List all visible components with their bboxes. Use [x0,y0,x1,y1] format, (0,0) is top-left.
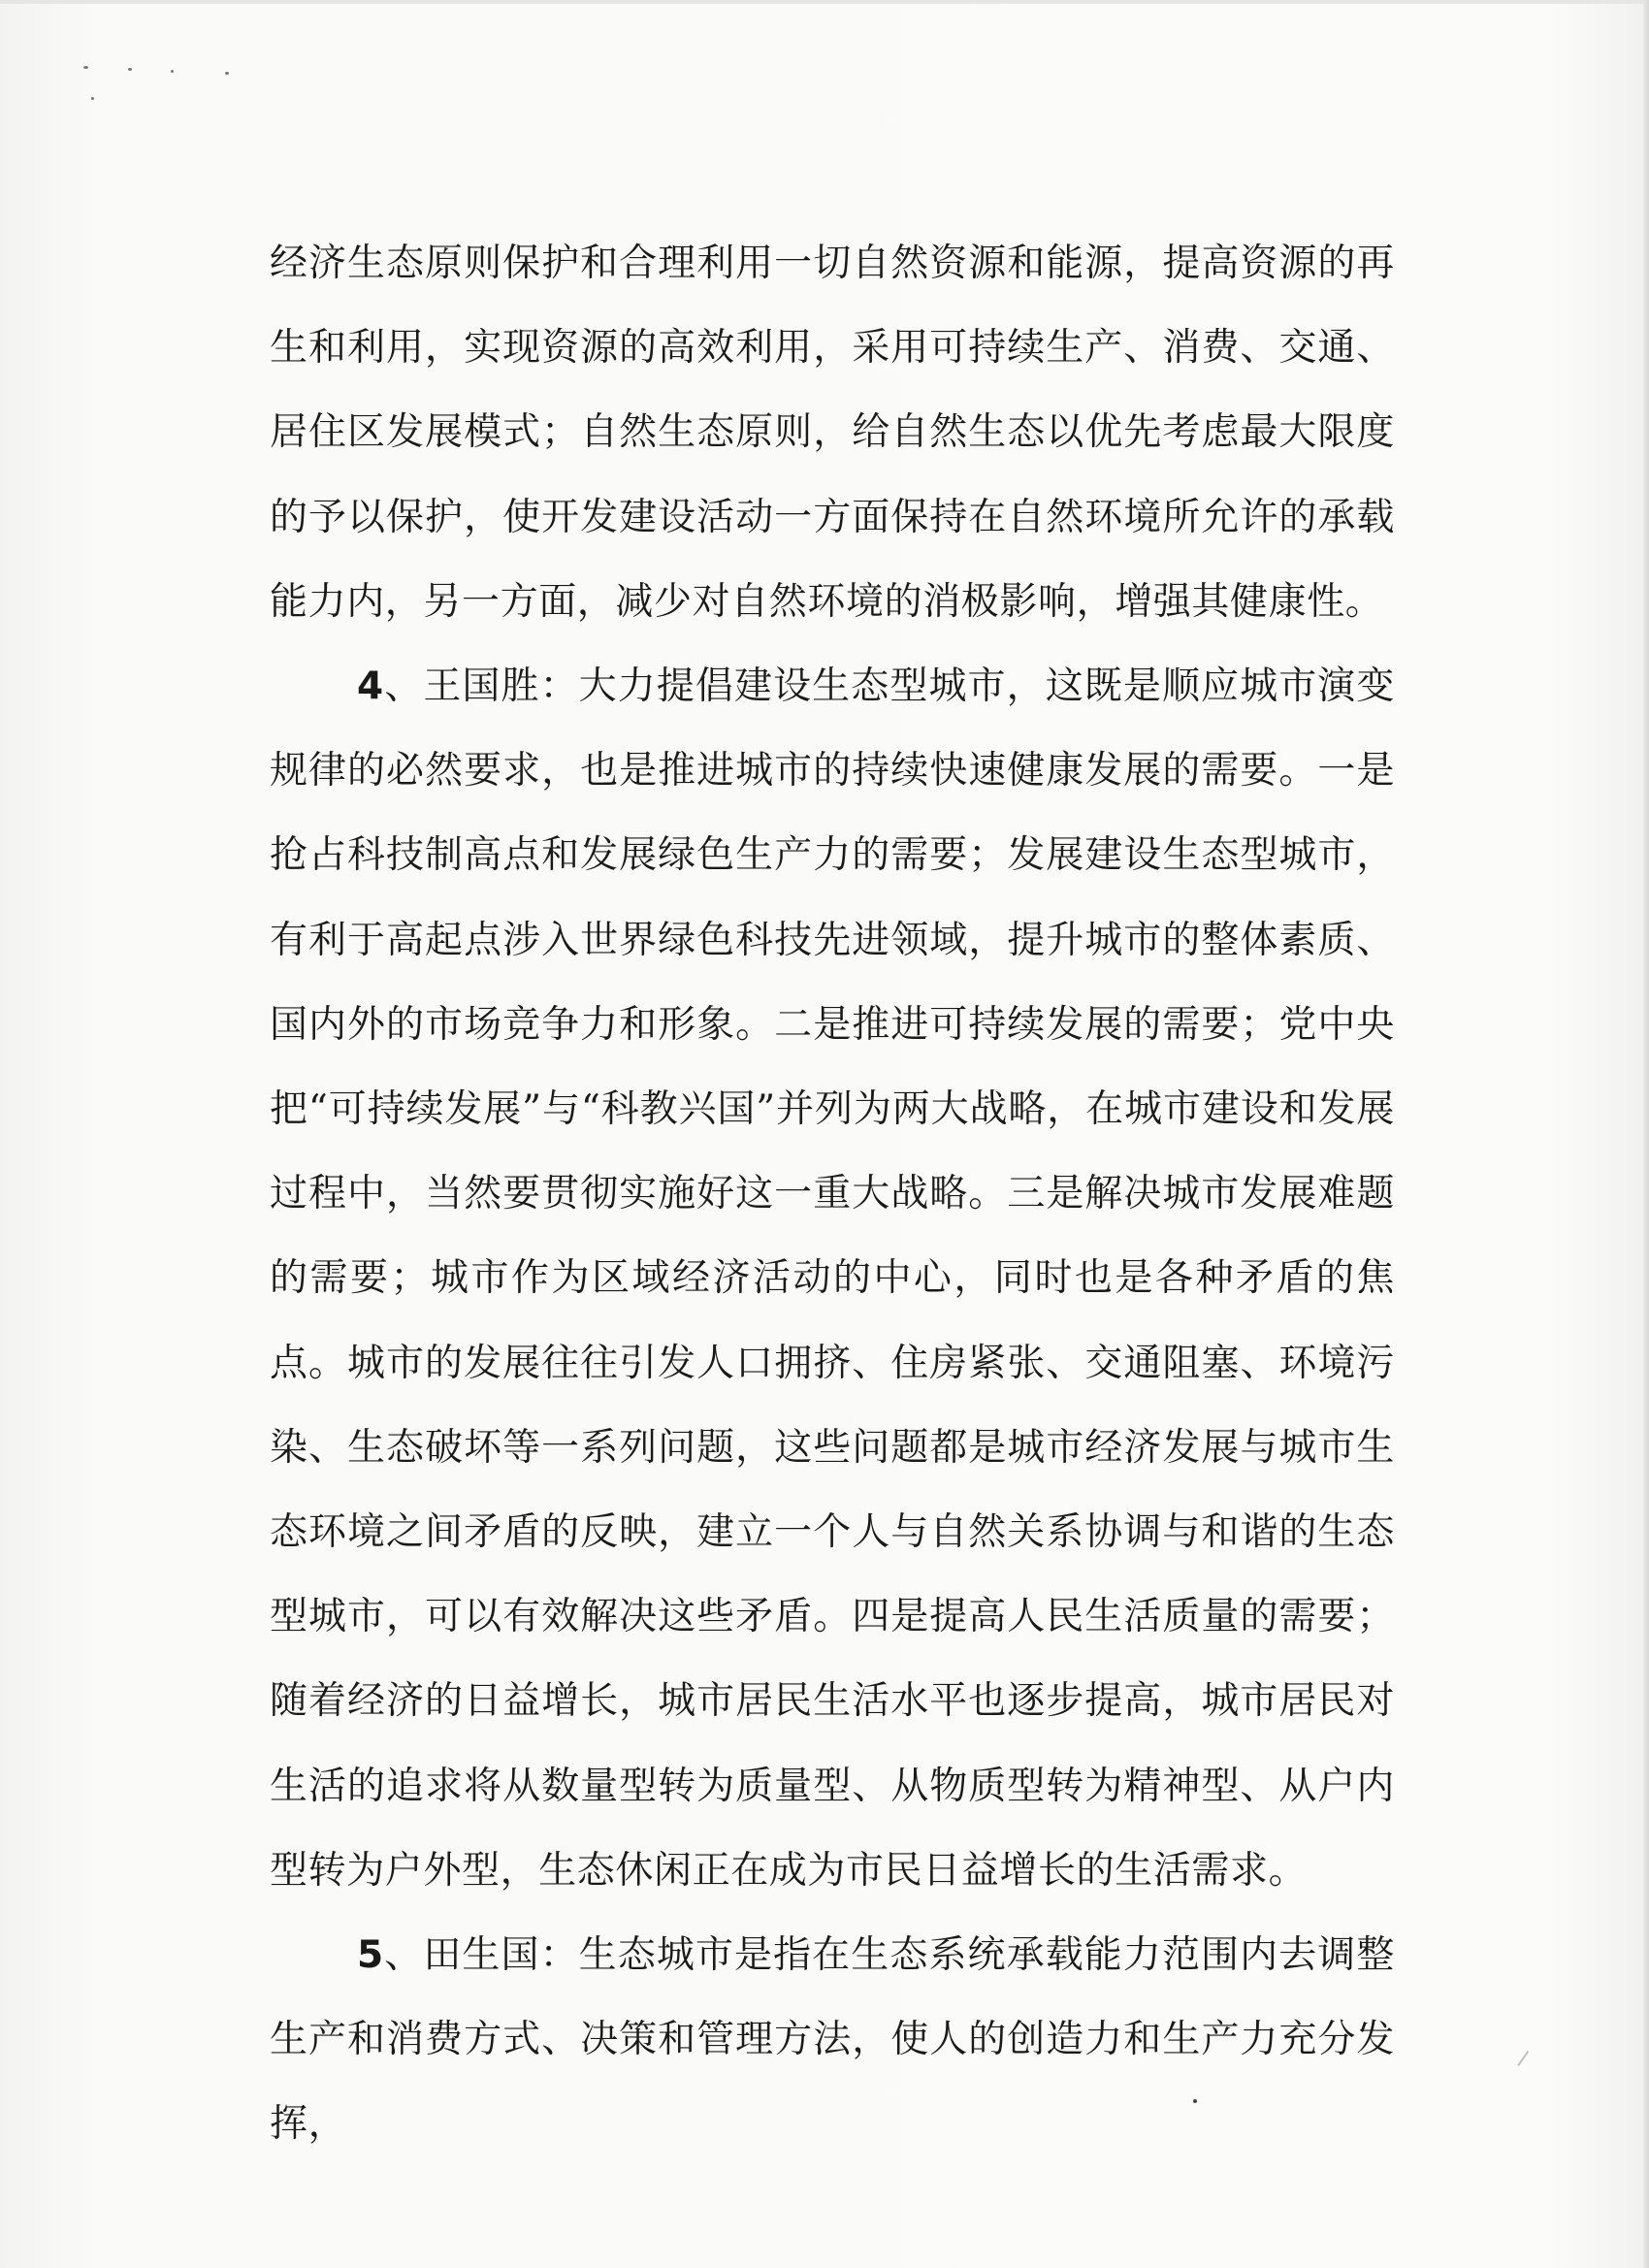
scan-speck [83,66,88,69]
paragraph-continuation [270,221,1395,644]
item-number: 4 [357,664,384,709]
scan-speck [128,68,132,71]
scan-dot [1193,2099,1197,2103]
paragraph-item-5 [270,1913,1395,2167]
paragraph-text: 、田生国：生态城市是指在生态系统承载能力范围内去调整生产和消费方式、决策和管理方法，使人的创造力和生产力充分发挥， [270,1933,1395,2147]
scan-speck [225,72,229,75]
scan-speck [171,70,174,73]
page-right-edge [1643,0,1649,2268]
scan-mark [1517,2051,1539,2074]
paragraph-item-4 [270,644,1395,1913]
scan-speck [91,97,94,100]
item-number: 5 [357,1933,384,1978]
paragraph-text: 经济生态原则保护和合理利用一切自然资源和能源，提高资源的再生和利用，实现资源的高效利用，采用可持续生产、消费、交通、居住区发展模式；自然生态原则，给自然生态以优先考虑最大限度的予以保护，使开发建设活动一方面保持在自然环境所允许的承载能力内，另一方面，减少对自然环境的消极影响，增强其健康性。 [270,242,1395,624]
body-text [270,221,1395,2167]
page-top-edge [0,0,1649,4]
paragraph-text: 、王国胜：大力提倡建设生态型城市，这既是顺应城市演变规律的必然要求，也是推进城市的持续快速健康发展的需要。一是抢占科技制高点和发展绿色生产力的需要；发展建设生态型城市，有利于高起点涉入世界绿色科技先进领域，提升城市的整体素质、国内外的市场竞争力和形象。二是推进可持续发展的需要；党中央把“可持续发展”与“科教兴国”并列为两大战略，在城市建设和发展过程中，当然要贯彻实施好这一重大战略。三是解决城市发展难题的需要；城市作为区域经济活动的中心，同时也是各种矛盾的焦点。城市的发展往往引发人口拥挤、住房紧张、交通阻塞、环境污染、生态破坏等一系列问题，这些问题都是城市经济发展与城市生态环境之间矛盾的反映，建立一个人与自然关系协调与和谐的生态型城市，可以有效解决这些矛盾。四是提高人民生活质量的需要；随着经济的日益增长，城市居民生活水平也逐步提高，城市居民对生活的追求将从数量型转为质量型、从物质型转为精神型、从户内型转为户外型，生态休闲正在成为市民日益增长的生活需求。 [270,664,1395,1893]
